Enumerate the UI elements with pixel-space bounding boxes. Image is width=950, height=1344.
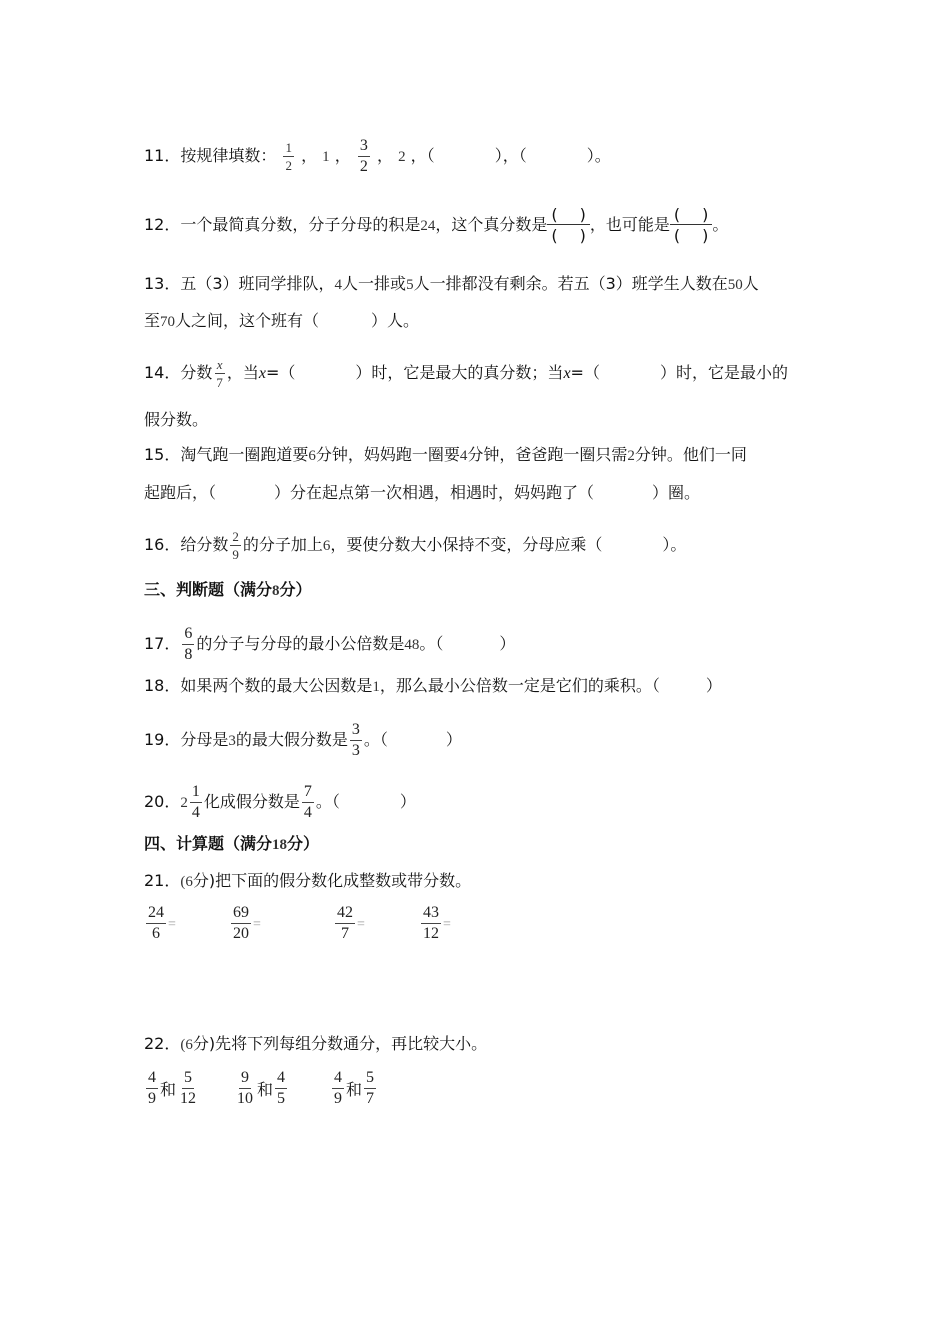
question-19: 19．分母是3的最大假分数是 $\frac{3}{3}$ 。（ ） [144,721,462,759]
fraction: $\frac{1}{2}$ [285,140,292,173]
fraction: $\frac{1}{4}$ [191,783,200,821]
q22-group: $\frac{4}{9}$ 和 $\frac{5}{7}$ [334,1069,375,1107]
fraction: $\frac{4}{9}$ [334,1069,342,1107]
question-20: 20．2 $\frac{1}{4}$ 化成假分数是 $\frac{7}{4}$ 。（ ） [144,783,416,821]
section-3-heading: 三、判断题（满分8分） [144,580,312,599]
question-13-line-2: 至70人之间，这个班有（ ）人。 [144,311,420,330]
q11-label: 11．按规律填数： [144,146,277,165]
fraction: $\frac{2}{9}$ [232,529,239,562]
fraction: $\frac{x}{7}$ [216,357,223,390]
fraction: $\frac{3}{2}$ [359,137,368,175]
fraction: $\frac{6}{8}$ [184,625,193,663]
question-22: 22．(6分)先将下列每组分数通分，再比较大小。 [144,1034,488,1053]
q21-item: $\frac{42}{7}$ = [337,904,365,942]
fraction: $\frac{42}{7}$ [337,904,353,942]
question-14-line-1: 14．分数 $\frac{x}{7}$ ，当x=（ ）时，它是最大的真分数；当x=（ ）时，它是最小的 [144,357,788,390]
q21-item: $\frac{69}{20}$ = [233,904,261,942]
question-12: 12．一个最简真分数，分子分母的积是24，这个真分数是 ( ) ( ) ，也可能是 ( ) ( ) 。 [144,205,729,245]
fraction-answer-blank[interactable]: ( ) ( ) [547,206,590,245]
fraction: $\frac{5}{7}$ [366,1069,375,1107]
question-16: 16．给分数 $\frac{2}{9}$ 的分子加上6，要使分数大小保持不变，分母应乘（ ）。 [144,529,687,562]
q22-group: $\frac{4}{9}$ 和 $\frac{5}{12}$ [148,1069,197,1107]
fraction: $\frac{3}{3}$ [351,721,360,759]
question-18: 18．如果两个数的最大公因数是1，那么最小公倍数一定是它们的乘积。（ ） [144,676,722,695]
fraction: $\frac{24}{6}$ [148,904,164,942]
fraction: $\frac{43}{12}$ [423,904,439,942]
q22-group: $\frac{9}{10}$ 和 $\frac{4}{5}$ [237,1069,286,1107]
fraction: $\frac{9}{10}$ [237,1069,253,1107]
section-4-heading: 四、计算题（满分18分） [144,834,320,853]
q21-item: $\frac{43}{12}$ = [423,904,451,942]
fraction: $\frac{7}{4}$ [303,783,312,821]
question-11: 11．按规律填数： $\frac{1}{2}$ ， 1 ， $\frac{3}{2}$ ， 2 ，（ ），（ ）。 [144,137,611,175]
fraction: $\frac{69}{20}$ [233,904,249,942]
question-21: 21．(6分)把下面的假分数化成整数或带分数。 [144,871,472,890]
fraction-answer-blank[interactable]: ( ) ( ) [670,206,713,245]
question-13-line-1: 13．五（3）班同学排队，4人一排或5人一排都没有剩余。若五（3）班学生人数在50人 [144,274,759,293]
q21-item: $\frac{24}{6}$ = [148,904,176,942]
fraction: $\frac{4}{9}$ [148,1069,156,1107]
question-15-line-2: 起跑后，（ ）分在起点第一次相遇，相遇时，妈妈跑了（ ）圈。 [144,483,701,502]
question-14-line-2: 假分数。 [144,410,209,429]
fraction: $\frac{4}{5}$ [277,1069,286,1107]
fraction: $\frac{5}{12}$ [180,1069,197,1107]
question-17: 17． $\frac{6}{8}$ 的分子与分母的最小公倍数是48。（ ） [144,625,516,663]
question-15-line-1: 15．淘气跑一圈跑道要6分钟，妈妈跑一圈要4分钟，爸爸跑一圈只需2分钟。他们一同 [144,445,747,464]
